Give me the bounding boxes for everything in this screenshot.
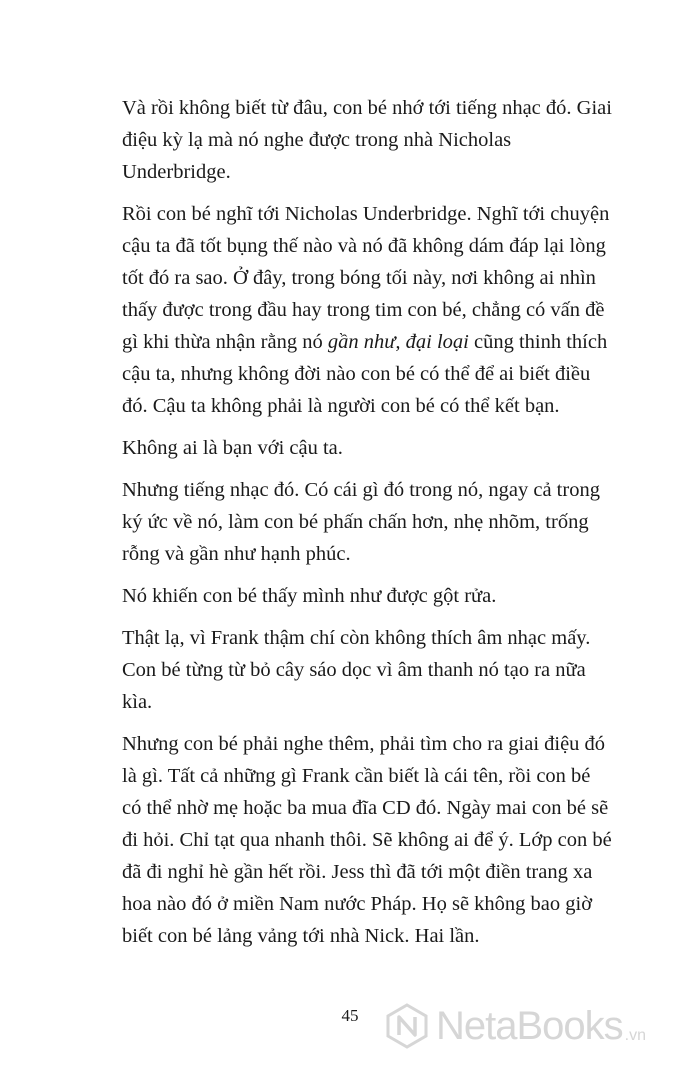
paragraph-3: Không ai là bạn với cậu ta. — [122, 437, 343, 459]
paragraph-2 — [122, 198, 612, 422]
paragraph-2-start: Rồi con bé nghĩ tới Nicholas Underbridge. Nghĩ tới chuyện cậu ta đã tốt bụng thế nào và nó đã không dám đáp lại lòng tốt đó ra sao. Ở đây, trong bóng tối này, nơi không ai nhìn thấy được trong đầu hay trong tim con bé, chẳng có vấn đề gì khi thừa nhận rằng nó — [122, 203, 610, 353]
watermark-suffix: .vn — [624, 1027, 647, 1044]
paragraph-1: Và rồi không biết từ đâu, con bé nhớ tới tiếng nhạc đó. Giai điệu kỳ lạ mà nó nghe được trong nhà Nicholas Underbridge. — [122, 97, 612, 183]
paragraph-2-italic: gần như, đại loại — [327, 331, 469, 353]
watermark-text: NetaBooks — [436, 1004, 623, 1048]
body-text — [122, 92, 612, 962]
netabooks-logo-icon — [384, 1003, 430, 1049]
paragraph-2-end: cũng thinh thích cậu ta, nhưng không đời nào con bé có thể để ai biết điều đó. Cậu ta không phải là người con bé có thể kết bạn. — [122, 331, 608, 417]
watermark — [384, 1003, 646, 1049]
paragraph-6: Thật lạ, vì Frank thậm chí còn không thích âm nhạc mấy. Con bé từng từ bỏ cây sáo dọc vì âm thanh nó tạo ra nữa kìa. — [122, 627, 591, 713]
page-number: 45 — [341, 1006, 359, 1025]
paragraph-7: Nhưng con bé phải nghe thêm, phải tìm cho ra giai điệu đó là gì. Tất cả những gì Frank cần biết là cái tên, rồi con bé có thể nhờ mẹ hoặc ba mua đĩa CD đó. Ngày mai con bé sẽ đi hỏi. Chỉ tạt qua nhanh thôi. Sẽ không ai để ý. Lớp con bé đã đi nghỉ hè gần hết rồi. Jess thì đã tới một điền trang xa hoa nào đó ở miền Nam nước Pháp. Họ sẽ không bao giờ biết con bé lảng vảng tới nhà Nick. Hai lần. — [122, 733, 612, 947]
paragraph-4: Nhưng tiếng nhạc đó. Có cái gì đó trong nó, ngay cả trong ký ức về nó, làm con bé phấn chấn hơn, nhẹ nhõm, trống rỗng và gần như hạnh phúc. — [122, 479, 600, 565]
paragraph-5: Nó khiến con bé thấy mình như được gột rửa. — [122, 585, 497, 607]
